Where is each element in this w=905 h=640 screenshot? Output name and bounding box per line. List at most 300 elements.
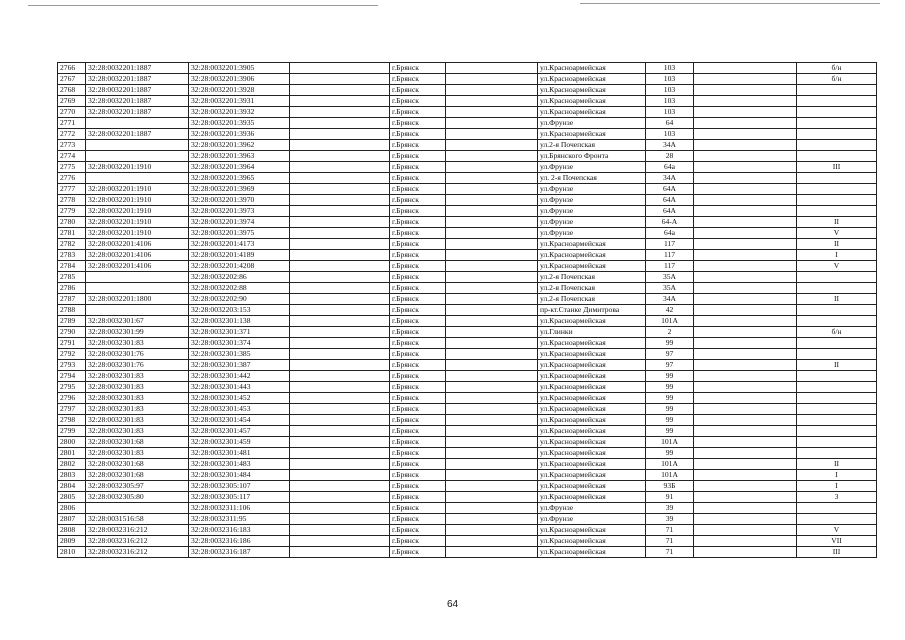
cadastral-number-cell: 32:28:0032311:95 bbox=[189, 514, 290, 525]
parent-cadastral-number-cell bbox=[86, 305, 189, 316]
row-number-cell: 2780 bbox=[58, 217, 86, 228]
empty-cell-cell bbox=[446, 503, 538, 514]
row-number-cell: 2805 bbox=[58, 492, 86, 503]
parent-cadastral-number-cell: 32:28:0032201:4106 bbox=[86, 261, 189, 272]
empty-cell-cell bbox=[290, 151, 390, 162]
empty-cell-cell bbox=[290, 426, 390, 437]
empty-cell-cell bbox=[694, 437, 797, 448]
house-number-cell: 71 bbox=[646, 536, 694, 547]
empty-cell-cell bbox=[446, 228, 538, 239]
street-cell: ул.Фрунзе bbox=[538, 195, 646, 206]
table-row bbox=[58, 228, 877, 239]
street-cell: ул.Фрунзе bbox=[538, 503, 646, 514]
unit-number-cell bbox=[797, 426, 877, 437]
row-number-cell: 2810 bbox=[58, 547, 86, 558]
table-row bbox=[58, 184, 877, 195]
street-cell: ул.2-я Почепская bbox=[538, 140, 646, 151]
empty-cell-cell bbox=[290, 85, 390, 96]
empty-cell-cell bbox=[290, 393, 390, 404]
table-row bbox=[58, 338, 877, 349]
empty-cell-cell bbox=[290, 118, 390, 129]
house-number-cell: 34А bbox=[646, 294, 694, 305]
empty-cell-cell bbox=[446, 371, 538, 382]
parent-cadastral-number-cell bbox=[86, 503, 189, 514]
row-number-cell: 2767 bbox=[58, 74, 86, 85]
house-number-cell: 28 bbox=[646, 151, 694, 162]
table-row bbox=[58, 327, 877, 338]
row-number-cell: 2771 bbox=[58, 118, 86, 129]
empty-cell-cell bbox=[290, 437, 390, 448]
row-number-cell: 2795 bbox=[58, 382, 86, 393]
empty-cell-cell bbox=[446, 151, 538, 162]
city-cell: г.Брянск bbox=[390, 371, 446, 382]
house-number-cell: 64А bbox=[646, 206, 694, 217]
empty-cell-cell bbox=[446, 426, 538, 437]
house-number-cell: 93Б bbox=[646, 481, 694, 492]
unit-number-cell: III bbox=[797, 162, 877, 173]
row-number-cell: 2781 bbox=[58, 228, 86, 239]
parent-cadastral-number-cell: 32:28:0032201:1910 bbox=[86, 217, 189, 228]
parent-cadastral-number-cell: 32:28:0031516:58 bbox=[86, 514, 189, 525]
empty-cell-cell bbox=[446, 492, 538, 503]
row-number-cell: 2803 bbox=[58, 470, 86, 481]
empty-cell-cell bbox=[446, 118, 538, 129]
table-row bbox=[58, 536, 877, 547]
unit-number-cell: III bbox=[797, 547, 877, 558]
parent-cadastral-number-cell: 32:28:0032201:4106 bbox=[86, 239, 189, 250]
empty-cell-cell bbox=[290, 195, 390, 206]
table-row bbox=[58, 217, 877, 228]
unit-number-cell bbox=[797, 272, 877, 283]
empty-cell-cell bbox=[290, 459, 390, 470]
unit-number-cell: I bbox=[797, 481, 877, 492]
parent-cadastral-number-cell: 32:28:0032301:83 bbox=[86, 382, 189, 393]
cadastral-number-cell: 32:28:0032201:4173 bbox=[189, 239, 290, 250]
parent-cadastral-number-cell: 32:28:0032301:68 bbox=[86, 437, 189, 448]
empty-cell-cell bbox=[290, 514, 390, 525]
table-row bbox=[58, 283, 877, 294]
cadastral-number-cell: 32:28:0032202:88 bbox=[189, 283, 290, 294]
row-number-cell: 2766 bbox=[58, 63, 86, 74]
cadastral-number-cell: 32:28:0032301:385 bbox=[189, 349, 290, 360]
row-number-cell: 2787 bbox=[58, 294, 86, 305]
table-row bbox=[58, 118, 877, 129]
empty-cell-cell bbox=[694, 404, 797, 415]
row-number-cell: 2798 bbox=[58, 415, 86, 426]
scan-edge-line bbox=[580, 3, 880, 4]
table-row bbox=[58, 206, 877, 217]
row-number-cell: 2809 bbox=[58, 536, 86, 547]
empty-cell-cell bbox=[694, 239, 797, 250]
empty-cell-cell bbox=[290, 382, 390, 393]
city-cell: г.Брянск bbox=[390, 184, 446, 195]
street-cell: ул.Красноармейская bbox=[538, 415, 646, 426]
empty-cell-cell bbox=[446, 217, 538, 228]
house-number-cell: 99 bbox=[646, 448, 694, 459]
parent-cadastral-number-cell: 32:28:0032201:1887 bbox=[86, 96, 189, 107]
registry-table-body bbox=[58, 63, 877, 558]
empty-cell-cell bbox=[290, 536, 390, 547]
empty-cell-cell bbox=[290, 404, 390, 415]
city-cell: г.Брянск bbox=[390, 525, 446, 536]
empty-cell-cell bbox=[694, 382, 797, 393]
empty-cell-cell bbox=[446, 261, 538, 272]
parent-cadastral-number-cell: 32:28:0032301:76 bbox=[86, 349, 189, 360]
row-number-cell: 2806 bbox=[58, 503, 86, 514]
unit-number-cell bbox=[797, 107, 877, 118]
empty-cell-cell bbox=[694, 448, 797, 459]
table-row bbox=[58, 96, 877, 107]
row-number-cell: 2786 bbox=[58, 283, 86, 294]
street-cell: ул.Красноармейская bbox=[538, 547, 646, 558]
unit-number-cell bbox=[797, 437, 877, 448]
empty-cell-cell bbox=[290, 492, 390, 503]
empty-cell-cell bbox=[446, 305, 538, 316]
street-cell: ул.Красноармейская bbox=[538, 459, 646, 470]
empty-cell-cell bbox=[694, 503, 797, 514]
parent-cadastral-number-cell: 32:28:0032201:1910 bbox=[86, 195, 189, 206]
city-cell: г.Брянск bbox=[390, 74, 446, 85]
city-cell: г.Брянск bbox=[390, 426, 446, 437]
empty-cell-cell bbox=[290, 239, 390, 250]
empty-cell-cell bbox=[694, 349, 797, 360]
empty-cell-cell bbox=[446, 404, 538, 415]
empty-cell-cell bbox=[694, 481, 797, 492]
unit-number-cell: II bbox=[797, 239, 877, 250]
street-cell: ул.Красноармейская bbox=[538, 536, 646, 547]
empty-cell-cell bbox=[694, 327, 797, 338]
street-cell: ул.Красноармейская bbox=[538, 239, 646, 250]
empty-cell-cell bbox=[446, 96, 538, 107]
empty-cell-cell bbox=[694, 206, 797, 217]
street-cell: ул.Фрунзе bbox=[538, 228, 646, 239]
empty-cell-cell bbox=[290, 338, 390, 349]
table-row bbox=[58, 162, 877, 173]
street-cell: ул.Красноармейская bbox=[538, 338, 646, 349]
empty-cell-cell bbox=[446, 184, 538, 195]
street-cell: ул.Фрунзе bbox=[538, 217, 646, 228]
cadastral-number-cell: 32:28:0032301:457 bbox=[189, 426, 290, 437]
house-number-cell: 117 bbox=[646, 239, 694, 250]
row-number-cell: 2800 bbox=[58, 437, 86, 448]
table-row bbox=[58, 492, 877, 503]
parent-cadastral-number-cell: 32:28:0032301:83 bbox=[86, 371, 189, 382]
unit-number-cell: б/н bbox=[797, 327, 877, 338]
street-cell: ул.Красноармейская bbox=[538, 371, 646, 382]
empty-cell-cell bbox=[446, 74, 538, 85]
house-number-cell: 64А bbox=[646, 184, 694, 195]
parent-cadastral-number-cell: 32:28:0032316:212 bbox=[86, 547, 189, 558]
street-cell: ул.Красноармейская bbox=[538, 349, 646, 360]
house-number-cell: 91 bbox=[646, 492, 694, 503]
parent-cadastral-number-cell bbox=[86, 173, 189, 184]
empty-cell-cell bbox=[290, 349, 390, 360]
row-number-cell: 2790 bbox=[58, 327, 86, 338]
street-cell: ул.Красноармейская bbox=[538, 96, 646, 107]
street-cell: ул.Красноармейская bbox=[538, 261, 646, 272]
city-cell: г.Брянск bbox=[390, 338, 446, 349]
unit-number-cell: II bbox=[797, 294, 877, 305]
street-cell: ул.Красноармейская bbox=[538, 63, 646, 74]
city-cell: г.Брянск bbox=[390, 547, 446, 558]
house-number-cell: 97 bbox=[646, 360, 694, 371]
empty-cell-cell bbox=[290, 129, 390, 140]
street-cell: ул.Красноармейская bbox=[538, 426, 646, 437]
scan-edge-line bbox=[28, 5, 378, 6]
city-cell: г.Брянск bbox=[390, 492, 446, 503]
parent-cadastral-number-cell: 32:28:0032201:1910 bbox=[86, 228, 189, 239]
empty-cell-cell bbox=[694, 63, 797, 74]
city-cell: г.Брянск bbox=[390, 261, 446, 272]
cadastral-number-cell: 32:28:0032201:3963 bbox=[189, 151, 290, 162]
row-number-cell: 2799 bbox=[58, 426, 86, 437]
unit-number-cell bbox=[797, 316, 877, 327]
unit-number-cell bbox=[797, 184, 877, 195]
empty-cell-cell bbox=[290, 217, 390, 228]
cadastral-number-cell: 32:28:0032301:483 bbox=[189, 459, 290, 470]
row-number-cell: 2777 bbox=[58, 184, 86, 195]
empty-cell-cell bbox=[446, 239, 538, 250]
unit-number-cell bbox=[797, 514, 877, 525]
house-number-cell: 117 bbox=[646, 250, 694, 261]
street-cell: ул.Красноармейская bbox=[538, 74, 646, 85]
table-row bbox=[58, 470, 877, 481]
parent-cadastral-number-cell: 32:28:0032301:83 bbox=[86, 426, 189, 437]
cadastral-number-cell: 32:28:0032201:3969 bbox=[189, 184, 290, 195]
cadastral-number-cell: 32:28:0032301:443 bbox=[189, 382, 290, 393]
table-row bbox=[58, 547, 877, 558]
table-row bbox=[58, 294, 877, 305]
house-number-cell: 99 bbox=[646, 338, 694, 349]
unit-number-cell bbox=[797, 151, 877, 162]
parent-cadastral-number-cell: 32:28:0032301:67 bbox=[86, 316, 189, 327]
house-number-cell: 101А bbox=[646, 316, 694, 327]
city-cell: г.Брянск bbox=[390, 459, 446, 470]
cadastral-number-cell: 32:28:0032202:90 bbox=[189, 294, 290, 305]
empty-cell-cell bbox=[290, 448, 390, 459]
empty-cell-cell bbox=[290, 162, 390, 173]
row-number-cell: 2778 bbox=[58, 195, 86, 206]
row-number-cell: 2802 bbox=[58, 459, 86, 470]
street-cell: ул.Красноармейская bbox=[538, 448, 646, 459]
parent-cadastral-number-cell: 32:28:0032301:83 bbox=[86, 415, 189, 426]
parent-cadastral-number-cell bbox=[86, 140, 189, 151]
empty-cell-cell bbox=[446, 272, 538, 283]
parent-cadastral-number-cell bbox=[86, 283, 189, 294]
empty-cell-cell bbox=[446, 140, 538, 151]
house-number-cell: 103 bbox=[646, 74, 694, 85]
unit-number-cell bbox=[797, 393, 877, 404]
cadastral-number-cell: 32:28:0032305:117 bbox=[189, 492, 290, 503]
street-cell: ул.Красноармейская bbox=[538, 437, 646, 448]
parent-cadastral-number-cell: 32:28:0032305:80 bbox=[86, 492, 189, 503]
empty-cell-cell bbox=[694, 470, 797, 481]
empty-cell-cell bbox=[446, 250, 538, 261]
city-cell: г.Брянск bbox=[390, 228, 446, 239]
table-row bbox=[58, 514, 877, 525]
parent-cadastral-number-cell bbox=[86, 118, 189, 129]
unit-number-cell bbox=[797, 349, 877, 360]
empty-cell-cell bbox=[694, 173, 797, 184]
street-cell: ул.Фрунзе bbox=[538, 118, 646, 129]
empty-cell-cell bbox=[694, 272, 797, 283]
cadastral-number-cell: 32:28:0032201:3932 bbox=[189, 107, 290, 118]
cadastral-number-cell: 32:28:0032201:3928 bbox=[189, 85, 290, 96]
empty-cell-cell bbox=[694, 250, 797, 261]
parent-cadastral-number-cell: 32:28:0032201:4106 bbox=[86, 250, 189, 261]
empty-cell-cell bbox=[290, 63, 390, 74]
cadastral-number-cell: 32:28:0032201:3974 bbox=[189, 217, 290, 228]
empty-cell-cell bbox=[694, 525, 797, 536]
table-row bbox=[58, 195, 877, 206]
unit-number-cell: II bbox=[797, 217, 877, 228]
empty-cell-cell bbox=[290, 305, 390, 316]
parent-cadastral-number-cell: 32:28:0032201:1887 bbox=[86, 63, 189, 74]
empty-cell-cell bbox=[290, 173, 390, 184]
empty-cell-cell bbox=[446, 415, 538, 426]
street-cell: ул.Фрунзе bbox=[538, 514, 646, 525]
row-number-cell: 2774 bbox=[58, 151, 86, 162]
parent-cadastral-number-cell: 32:28:0032301:68 bbox=[86, 459, 189, 470]
empty-cell-cell bbox=[290, 503, 390, 514]
empty-cell-cell bbox=[290, 272, 390, 283]
empty-cell-cell bbox=[446, 327, 538, 338]
page-number: 64 bbox=[446, 599, 459, 610]
row-number-cell: 2776 bbox=[58, 173, 86, 184]
house-number-cell: 34А bbox=[646, 140, 694, 151]
cadastral-number-cell: 32:28:0032301:452 bbox=[189, 393, 290, 404]
house-number-cell: 2 bbox=[646, 327, 694, 338]
cadastral-number-cell: 32:28:0032301:387 bbox=[189, 360, 290, 371]
house-number-cell: 101А bbox=[646, 470, 694, 481]
cadastral-number-cell: 32:28:0032201:3970 bbox=[189, 195, 290, 206]
empty-cell-cell bbox=[446, 360, 538, 371]
empty-cell-cell bbox=[290, 327, 390, 338]
street-cell: ул.Красноармейская bbox=[538, 393, 646, 404]
cadastral-number-cell: 32:28:0032301:484 bbox=[189, 470, 290, 481]
row-number-cell: 2793 bbox=[58, 360, 86, 371]
cadastral-number-cell: 32:28:0032203:153 bbox=[189, 305, 290, 316]
table-row bbox=[58, 382, 877, 393]
city-cell: г.Брянск bbox=[390, 316, 446, 327]
cadastral-number-cell: 32:28:0032311:106 bbox=[189, 503, 290, 514]
row-number-cell: 2796 bbox=[58, 393, 86, 404]
empty-cell-cell bbox=[290, 360, 390, 371]
row-number-cell: 2772 bbox=[58, 129, 86, 140]
unit-number-cell bbox=[797, 96, 877, 107]
row-number-cell: 2788 bbox=[58, 305, 86, 316]
unit-number-cell bbox=[797, 173, 877, 184]
unit-number-cell: VII bbox=[797, 536, 877, 547]
empty-cell-cell bbox=[446, 206, 538, 217]
unit-number-cell bbox=[797, 415, 877, 426]
empty-cell-cell bbox=[290, 261, 390, 272]
unit-number-cell: I bbox=[797, 470, 877, 481]
empty-cell-cell bbox=[446, 107, 538, 118]
row-number-cell: 2801 bbox=[58, 448, 86, 459]
cadastral-number-cell: 32:28:0032301:374 bbox=[189, 338, 290, 349]
cadastral-number-cell: 32:28:0032202:86 bbox=[189, 272, 290, 283]
table-row bbox=[58, 305, 877, 316]
city-cell: г.Брянск bbox=[390, 503, 446, 514]
table-row bbox=[58, 250, 877, 261]
empty-cell-cell bbox=[290, 481, 390, 492]
empty-cell-cell bbox=[446, 525, 538, 536]
parent-cadastral-number-cell: 32:28:0032201:1910 bbox=[86, 184, 189, 195]
city-cell: г.Брянск bbox=[390, 393, 446, 404]
row-number-cell: 2792 bbox=[58, 349, 86, 360]
empty-cell-cell bbox=[446, 536, 538, 547]
empty-cell-cell bbox=[290, 184, 390, 195]
parent-cadastral-number-cell: 32:28:0032201:1910 bbox=[86, 162, 189, 173]
unit-number-cell: б/н bbox=[797, 63, 877, 74]
city-cell: г.Брянск bbox=[390, 173, 446, 184]
city-cell: г.Брянск bbox=[390, 448, 446, 459]
empty-cell-cell bbox=[694, 107, 797, 118]
table-row bbox=[58, 74, 877, 85]
parent-cadastral-number-cell: 32:28:0032201:1887 bbox=[86, 85, 189, 96]
empty-cell-cell bbox=[694, 162, 797, 173]
unit-number-cell bbox=[797, 305, 877, 316]
empty-cell-cell bbox=[694, 360, 797, 371]
parent-cadastral-number-cell: 32:28:0032301:83 bbox=[86, 448, 189, 459]
unit-number-cell bbox=[797, 448, 877, 459]
house-number-cell: 101А bbox=[646, 437, 694, 448]
empty-cell-cell bbox=[694, 294, 797, 305]
unit-number-cell: I bbox=[797, 250, 877, 261]
table-row bbox=[58, 415, 877, 426]
table-row bbox=[58, 107, 877, 118]
city-cell: г.Брянск bbox=[390, 63, 446, 74]
empty-cell-cell bbox=[694, 415, 797, 426]
street-cell: ул.2-я Почепская bbox=[538, 283, 646, 294]
unit-number-cell bbox=[797, 371, 877, 382]
street-cell: ул.Красноармейская bbox=[538, 525, 646, 536]
empty-cell-cell bbox=[694, 96, 797, 107]
parent-cadastral-number-cell: 32:28:0032316:212 bbox=[86, 536, 189, 547]
empty-cell-cell bbox=[290, 96, 390, 107]
house-number-cell: 64 bbox=[646, 118, 694, 129]
empty-cell-cell bbox=[694, 217, 797, 228]
empty-cell-cell bbox=[446, 382, 538, 393]
parent-cadastral-number-cell: 32:28:0032201:1800 bbox=[86, 294, 189, 305]
empty-cell-cell bbox=[290, 470, 390, 481]
city-cell: г.Брянск bbox=[390, 481, 446, 492]
table-row bbox=[58, 63, 877, 74]
row-number-cell: 2769 bbox=[58, 96, 86, 107]
house-number-cell: 34А bbox=[646, 173, 694, 184]
parent-cadastral-number-cell bbox=[86, 272, 189, 283]
empty-cell-cell bbox=[446, 470, 538, 481]
empty-cell-cell bbox=[446, 162, 538, 173]
house-number-cell: 99 bbox=[646, 426, 694, 437]
empty-cell-cell bbox=[290, 316, 390, 327]
empty-cell-cell bbox=[446, 393, 538, 404]
empty-cell-cell bbox=[694, 140, 797, 151]
empty-cell-cell bbox=[446, 547, 538, 558]
empty-cell-cell bbox=[290, 250, 390, 261]
parent-cadastral-number-cell: 32:28:0032301:76 bbox=[86, 360, 189, 371]
empty-cell-cell bbox=[694, 283, 797, 294]
unit-number-cell: V bbox=[797, 228, 877, 239]
street-cell: пр-кт.Станке Димитрова bbox=[538, 305, 646, 316]
city-cell: г.Брянск bbox=[390, 217, 446, 228]
table-row bbox=[58, 272, 877, 283]
unit-number-cell bbox=[797, 503, 877, 514]
empty-cell-cell bbox=[446, 338, 538, 349]
cadastral-number-cell: 32:28:0032316:186 bbox=[189, 536, 290, 547]
street-cell: ул.Красноармейская bbox=[538, 316, 646, 327]
